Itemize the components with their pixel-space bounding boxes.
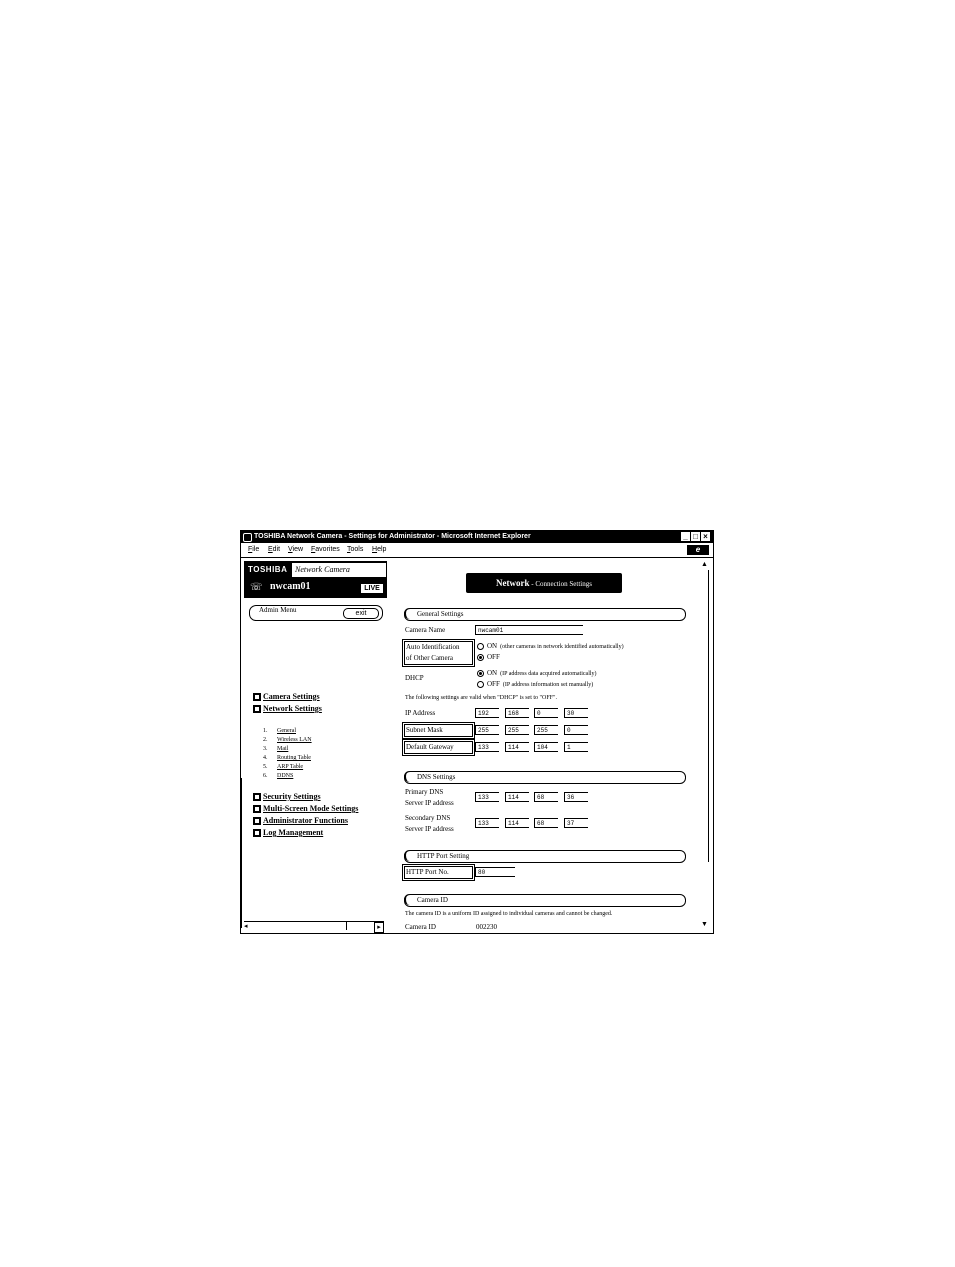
auto-identification-label — [404, 641, 473, 665]
maximize-button[interactable]: □ — [691, 532, 700, 541]
subnet-octet-1[interactable]: 255 — [475, 725, 499, 735]
dns-settings-header — [404, 771, 686, 784]
radio-circle — [477, 681, 484, 688]
radio-circle — [477, 643, 484, 650]
admin-menu-bar — [249, 605, 383, 621]
primary-dns-line-1: Primary DNS — [405, 788, 444, 796]
radio-note: (IP address data acquired automatically) — [500, 671, 597, 677]
ip-octet-3[interactable]: 0 — [534, 708, 558, 718]
log-management-icon — [253, 829, 261, 837]
primary-dns-line-2: Server IP address — [405, 799, 454, 807]
section-tab — [404, 850, 413, 861]
secondary-dns-line-2: Server IP address — [405, 825, 454, 833]
menu-tools[interactable]: Tools — [347, 546, 364, 553]
dhcp-off-radio[interactable] — [477, 680, 593, 690]
camera-name-input[interactable]: nwcam01 — [475, 625, 583, 635]
close-button[interactable]: × — [701, 532, 710, 541]
primary-dns-label — [405, 787, 454, 809]
menu-favorites[interactable]: Favorites — [311, 546, 340, 553]
auto-id-line-2: of Other Camera — [406, 654, 454, 662]
radio-circle-selected — [477, 654, 484, 661]
default-gateway-label: Default Gateway — [404, 741, 473, 754]
auto-id-off-radio[interactable] — [477, 653, 500, 662]
sub-label: Routing Table — [277, 755, 311, 761]
nav-sub-routing-table[interactable] — [263, 755, 311, 761]
sub-num: 1. — [263, 728, 268, 734]
menu-help[interactable]: Help — [372, 546, 387, 553]
camera-settings-icon — [253, 693, 261, 701]
gateway-octet-3[interactable]: 104 — [534, 742, 558, 752]
sub-label: Wireless LAN — [277, 737, 312, 743]
nav-sub-arp-table[interactable] — [263, 764, 303, 770]
radio-label: OFF — [487, 653, 500, 661]
ie-logo-icon: e — [687, 545, 709, 555]
minimize-button[interactable]: _ — [681, 532, 690, 541]
dhcp-on-radio[interactable] — [477, 669, 597, 679]
sub-num: 5. — [263, 764, 268, 770]
sub-num: 2. — [263, 737, 268, 743]
browser-window — [240, 530, 714, 934]
secondary-dns-octet-1[interactable]: 133 — [475, 818, 499, 828]
gateway-octet-2[interactable]: 114 — [505, 742, 529, 752]
camera-name-title: nwcam01 — [270, 581, 311, 592]
radio-note: (other cameras in network identified automatically) — [500, 644, 624, 650]
subnet-octet-2[interactable]: 255 — [505, 725, 529, 735]
primary-dns-octet-4[interactable]: 36 — [564, 792, 588, 802]
brand-header — [244, 561, 387, 598]
admin-menu-label: Admin Menu — [259, 606, 297, 614]
nav-security-settings[interactable]: Security Settings — [263, 792, 321, 801]
http-port-header — [404, 850, 686, 863]
nav-sub-general[interactable] — [263, 728, 296, 734]
sub-label: Mail — [277, 746, 289, 752]
nav-administrator-functions[interactable]: Administrator Functions — [263, 816, 348, 825]
nav-sub-wireless-lan[interactable] — [263, 737, 312, 743]
http-port-input[interactable]: 80 — [475, 867, 515, 877]
radio-label: OFF — [487, 680, 500, 688]
secondary-dns-label — [405, 813, 454, 835]
nav-multi-screen-settings[interactable]: Multi-Screen Mode Settings — [263, 804, 359, 813]
gateway-octet-4[interactable]: 1 — [564, 742, 588, 752]
sub-num: 3. — [263, 746, 268, 752]
toshiba-logo: TOSHIBA — [248, 565, 288, 574]
vertical-scrollbar[interactable] — [699, 558, 711, 933]
scroll-track[interactable] — [708, 570, 709, 862]
sub-num: 6. — [263, 773, 268, 779]
page-header — [466, 573, 622, 593]
scroll-up-icon[interactable]: ▲ — [701, 560, 708, 568]
admin-functions-icon — [253, 817, 261, 825]
section-title: General Settings — [417, 610, 464, 618]
camera-id-value: 002230 — [476, 923, 497, 931]
nav-network-settings[interactable]: Network Settings — [263, 704, 322, 713]
nav-sub-ddns[interactable] — [263, 773, 293, 779]
window-title: TOSHIBA Network Camera - Settings for Administrator - Microsoft Internet Explorer — [254, 533, 531, 540]
radio-note: (IP address information set manually) — [502, 682, 594, 688]
exit-button[interactable]: exit — [343, 608, 379, 619]
ip-octet-4[interactable]: 30 — [564, 708, 588, 718]
section-tab — [404, 771, 413, 782]
section-tab — [404, 894, 413, 905]
header-subtitle: - Connection Settings — [531, 580, 592, 588]
settings-content — [387, 558, 697, 933]
camera-id-label: Camera ID — [405, 923, 436, 931]
general-settings-header — [404, 608, 686, 621]
gateway-octet-1[interactable]: 133 — [475, 742, 499, 752]
radio-label: ON — [487, 669, 498, 677]
nav-log-management[interactable]: Log Management — [263, 828, 324, 837]
http-port-label: HTTP Port No. — [404, 866, 473, 879]
secondary-dns-octet-2[interactable]: 114 — [505, 818, 529, 828]
sub-label: ARP Table — [277, 764, 304, 770]
menu-view[interactable]: View — [288, 546, 304, 553]
subnet-mask-label: Subnet Mask — [404, 724, 473, 737]
primary-dns-octet-1[interactable]: 133 — [475, 792, 499, 802]
live-button[interactable]: LIVE — [360, 583, 384, 594]
camera-id-header — [404, 894, 686, 907]
scroll-right-icon[interactable]: ▸ — [374, 922, 384, 933]
camera-id-note: The camera ID is a uniform ID assigned to individual cameras and cannot be changed. — [405, 911, 613, 917]
sub-num: 4. — [263, 755, 268, 761]
left-panel — [241, 558, 387, 933]
camera-name-label: Camera Name — [405, 626, 446, 634]
primary-dns-octet-2[interactable]: 114 — [505, 792, 529, 802]
auto-id-line-1: Auto Identification — [406, 643, 460, 651]
title-bar — [241, 531, 713, 543]
ip-octet-1[interactable]: 192 — [475, 708, 499, 718]
product-name: Network Camera — [292, 563, 386, 577]
radio-label: ON — [487, 642, 498, 650]
ip-octet-2[interactable]: 168 — [505, 708, 529, 718]
secondary-dns-octet-4[interactable]: 37 — [564, 818, 588, 828]
scroll-left-icon[interactable]: ◂ — [244, 922, 248, 930]
secondary-dns-line-1: Secondary DNS — [405, 814, 451, 822]
dhcp-label: DHCP — [405, 674, 424, 682]
horizontal-scrollbar[interactable] — [244, 921, 384, 931]
subnet-octet-3[interactable]: 255 — [534, 725, 558, 735]
frame-divider — [241, 778, 242, 928]
section-title: DNS Settings — [417, 773, 456, 781]
multi-screen-icon — [253, 805, 261, 813]
sub-label: General — [277, 728, 296, 734]
header-title: Network — [496, 578, 530, 588]
menu-bar — [241, 543, 713, 558]
nav-camera-settings[interactable]: Camera Settings — [263, 692, 320, 701]
camera-icon: ☏ — [250, 582, 263, 593]
sub-label: DDNS — [277, 773, 294, 779]
section-title: HTTP Port Setting — [417, 852, 470, 860]
ip-address-label: IP Address — [405, 709, 436, 717]
security-settings-icon — [253, 793, 261, 801]
nav-sub-mail[interactable] — [263, 746, 288, 752]
menu-edit[interactable]: Edit — [268, 546, 281, 553]
auto-id-on-radio[interactable] — [477, 642, 624, 652]
radio-circle-selected — [477, 670, 484, 677]
scroll-thumb[interactable] — [346, 922, 347, 930]
menu-file[interactable]: File — [248, 546, 260, 553]
secondary-dns-octet-3[interactable]: 68 — [534, 818, 558, 828]
subnet-octet-4[interactable]: 0 — [564, 725, 588, 735]
primary-dns-octet-3[interactable]: 68 — [534, 792, 558, 802]
section-tab — [404, 608, 413, 619]
network-settings-icon — [253, 705, 261, 713]
section-title: Camera ID — [417, 896, 448, 904]
ie-app-icon — [243, 533, 252, 542]
scroll-down-icon[interactable]: ▼ — [701, 920, 708, 928]
dhcp-note: The following settings are valid when "DHCP" is set to "OFF". — [405, 695, 557, 701]
